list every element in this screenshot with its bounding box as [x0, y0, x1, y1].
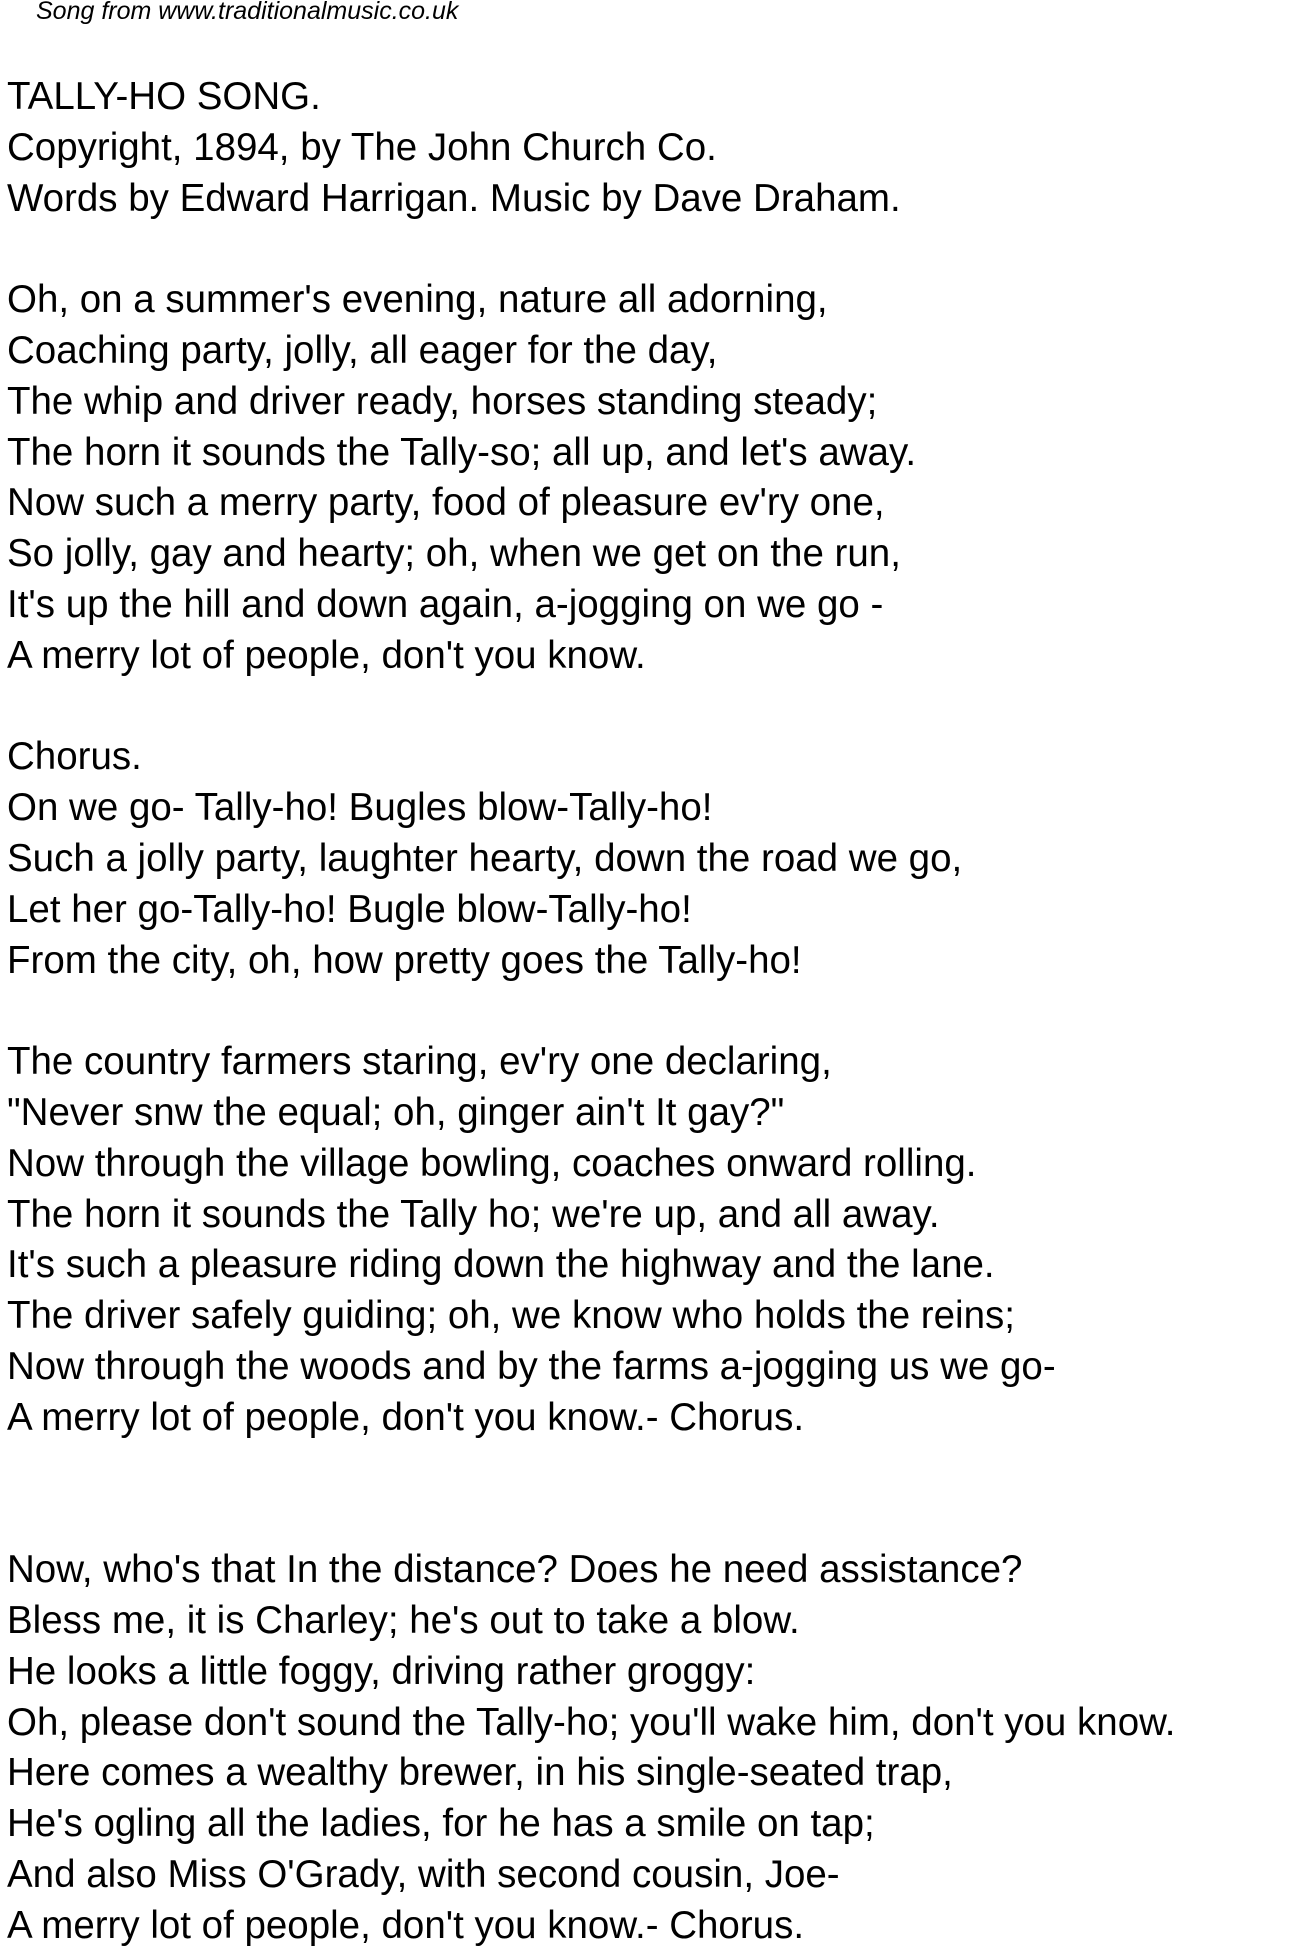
- verse-1: [7, 275, 1292, 681]
- song-document: [7, 72, 1292, 1951]
- lyric-line: Oh, on a summer's evening, nature all adorning,: [7, 278, 828, 322]
- verse-2: [7, 1037, 1292, 1443]
- lyric-line: The horn it sounds the Tally-so; all up, and let's away.: [7, 430, 917, 474]
- source-attribution: Song from www.traditionalmusic.co.uk: [36, 0, 459, 25]
- verse-3: [7, 1545, 1292, 1951]
- lyric-line: It's such a pleasure riding down the highway and the lane.: [7, 1243, 995, 1287]
- lyric-line: It's up the hill and down again, a-jogging on we go -: [7, 582, 884, 626]
- lyric-line: A merry lot of people, don't you know.- Chorus.: [7, 1903, 805, 1947]
- lyric-line: Now through the village bowling, coaches onward rolling.: [7, 1141, 977, 1185]
- stanza-gap: [7, 986, 1292, 1037]
- lyric-line: A merry lot of people, don't you know.: [7, 633, 646, 677]
- stanza-gap: [7, 682, 1292, 733]
- lyric-line: A merry lot of people, don't you know.- Chorus.: [7, 1395, 805, 1439]
- lyric-line: So jolly, gay and hearty; oh, when we get on the run,: [7, 532, 901, 576]
- lyric-line: The horn it sounds the Tally ho; we're up, and all away.: [7, 1192, 940, 1236]
- lyric-line: "Never snw the equal; oh, ginger ain't It gay?": [7, 1090, 785, 1134]
- lyric-line: He's ogling all the ladies, for he has a smile on tap;: [7, 1802, 875, 1846]
- lyric-line: Coaching party, jolly, all eager for the day,: [7, 328, 718, 372]
- song-title: TALLY-HO SONG.: [7, 75, 321, 118]
- lyric-line: And also Miss O'Grady, with second cousin, Joe-: [7, 1852, 840, 1896]
- lyric-line: The whip and driver ready, horses standing steady;: [7, 379, 878, 423]
- chorus-heading: Chorus.: [7, 735, 142, 779]
- lyric-line: Now through the woods and by the farms a-jogging us we go-: [7, 1344, 1056, 1388]
- lyric-line: Now, who's that In the distance? Does he need assistance?: [7, 1548, 1023, 1592]
- copyright-line: Copyright, 1894, by The John Church Co.: [7, 125, 717, 169]
- stanza-gap: [7, 1444, 1292, 1495]
- stanza-gap: [7, 1494, 1292, 1545]
- lyric-line: Such a jolly party, laughter hearty, down the road we go,: [7, 836, 963, 880]
- lyric-line: The country farmers staring, ev'ry one declaring,: [7, 1040, 832, 1084]
- lyric-line: He looks a little foggy, driving rather groggy:: [7, 1649, 756, 1693]
- lyric-line: Here comes a wealthy brewer, in his single-seated trap,: [7, 1751, 953, 1795]
- lyric-line: Now such a merry party, food of pleasure ev'ry one,: [7, 481, 885, 525]
- lyric-line: On we go- Tally-ho! Bugles blow-Tally-ho!: [7, 786, 713, 830]
- lyric-line: From the city, oh, how pretty goes the Tally-ho!: [7, 938, 802, 982]
- lyric-line: The driver safely guiding; oh, we know who holds the reins;: [7, 1294, 1015, 1338]
- lyric-line: Let her go-Tally-ho! Bugle blow-Tally-ho!: [7, 887, 692, 931]
- credits-line: Words by Edward Harrigan. Music by Dave Draham.: [7, 176, 901, 220]
- lyric-line: Bless me, it is Charley; he's out to take a blow.: [7, 1598, 800, 1642]
- stanza-gap: [7, 224, 1292, 275]
- chorus: [7, 732, 1292, 986]
- lyric-line: Oh, please don't sound the Tally-ho; you'll wake him, don't you know.: [7, 1700, 1176, 1744]
